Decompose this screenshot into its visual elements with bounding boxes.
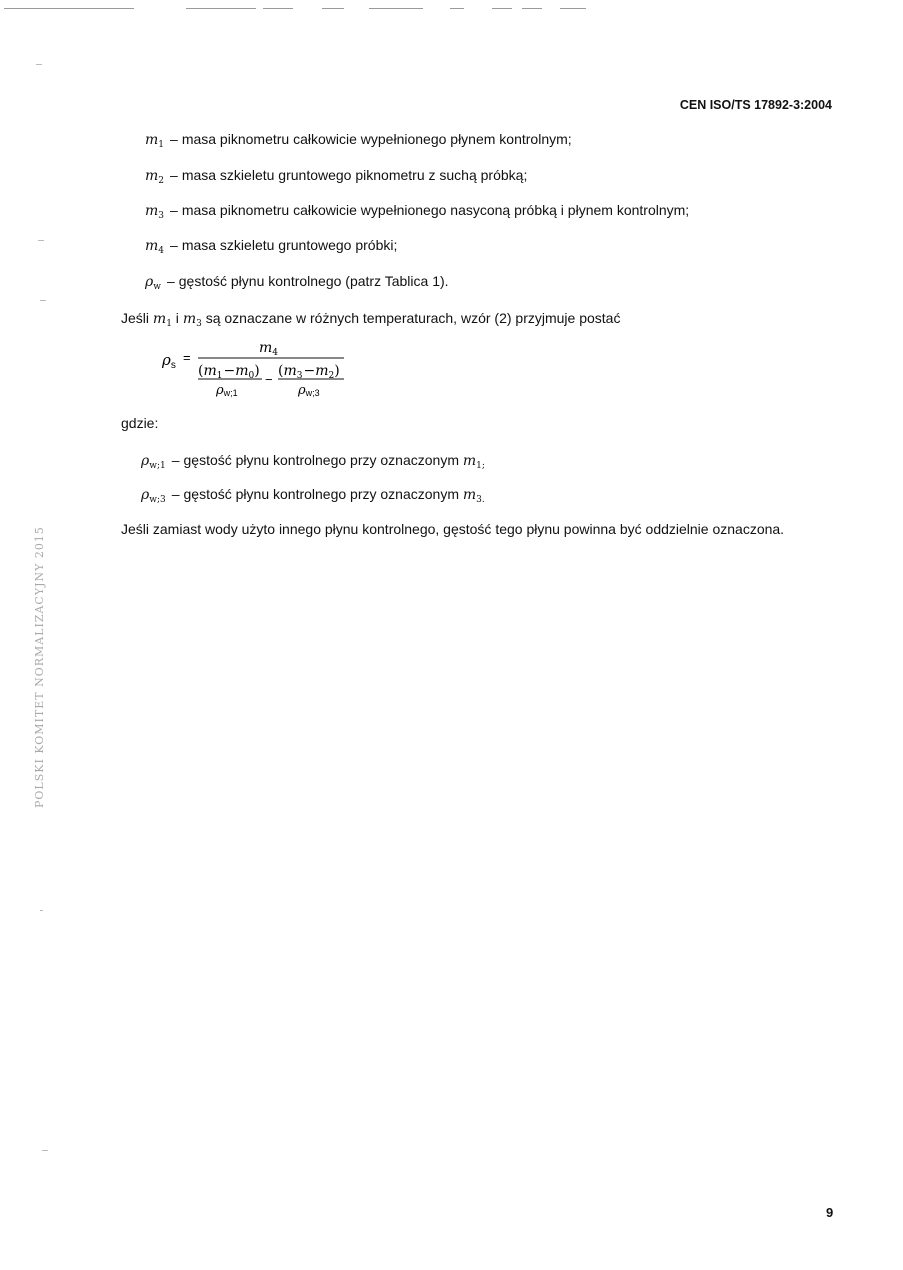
symbol: $\rho_{w;3}$ [141, 487, 166, 505]
term1-denominator: ρw;1 [216, 383, 238, 398]
where-item-text: gęstość płynu kontrolnego przy oznaczonym [183, 486, 463, 502]
symbol: $\rho_{w;1}$ [141, 453, 166, 471]
where-item-rho-w1: $\rho_{w;1}$ – gęstość płynu kontrolnego przy oznaczonym $m_{1;}$ [141, 452, 485, 471]
formula-graphic [160, 338, 360, 402]
symbol: $m_3$ [145, 203, 165, 221]
definition-text: masa szkieletu gruntowego próbki; [181, 237, 398, 253]
term1-numerator: $(m_1-m_0)$ [198, 363, 260, 381]
definition-text: masa piknometru całkowicie wypełnionego nasyconą próbką i płynem kontrolnym; [181, 202, 690, 218]
term2-denominator: ρw;3 [298, 383, 320, 398]
definition-text: masa szkieletu gruntowego piknometru z suchą próbką; [181, 167, 528, 183]
formula-numerator: $m_4$ [259, 340, 279, 358]
where-item-text: gęstość płynu kontrolnego przy oznaczonym [183, 452, 463, 468]
definition-m1: $m_1$ – masa piknometru całkowicie wypełnionego płynem kontrolnym; [145, 131, 572, 150]
term2-numerator: $(m_3-m_2)$ [278, 363, 340, 381]
scan-artifact-lines [0, 8, 903, 12]
standard-code-header: CEN ISO/TS 17892-3:2004 [679, 98, 832, 112]
symbol: $m_4$ [145, 238, 165, 256]
page-number: 9 [826, 1205, 834, 1220]
formula-minus: − [265, 372, 273, 387]
intro-paragraph: Jeśli $m_1$ i $m_3$ są oznaczane w różnych temperaturach, wzór (2) przyjmuje postać [121, 310, 621, 329]
definition-m4: $m_4$ – masa szkieletu gruntowego próbki; [145, 237, 398, 256]
formula-lhs: $\rho_s$ [162, 351, 176, 371]
where-item-rho-w3: $\rho_{w;3}$ – gęstość płynu kontrolnego przy oznaczonym $m_{3.}$ [141, 486, 485, 505]
watermark: POLSKI KOMITET NORMALIZACYJNY 2015 [33, 526, 46, 808]
symbol: $m_2$ [145, 168, 165, 186]
formula-equals: = [183, 350, 191, 365]
where-label: gdzie: [121, 415, 159, 431]
definition-text: gęstość płynu kontrolnego (patrz Tablica 1). [178, 273, 449, 289]
symbol: $m_1$ [145, 132, 165, 150]
definition-text: masa piknometru całkowicie wypełnionego płynem kontrolnym; [181, 131, 572, 147]
definition-rho-w: $\rho_w$ – gęstość płynu kontrolnego (patrz Tablica 1). [145, 273, 449, 292]
density-formula [160, 338, 360, 402]
closing-paragraph: Jeśli zamiast wody użyto innego płynu kontrolnego, gęstość tego płynu powinna być oddzielnie oznaczona. [121, 521, 785, 537]
symbol: $\rho_w$ [145, 274, 161, 292]
definition-m3: $m_3$ – masa piknometru całkowicie wypełnionego nasyconą próbką i płynem kontrolnym; [145, 202, 690, 221]
definition-m2: $m_2$ – masa szkieletu gruntowego piknometru z suchą próbką; [145, 167, 528, 186]
